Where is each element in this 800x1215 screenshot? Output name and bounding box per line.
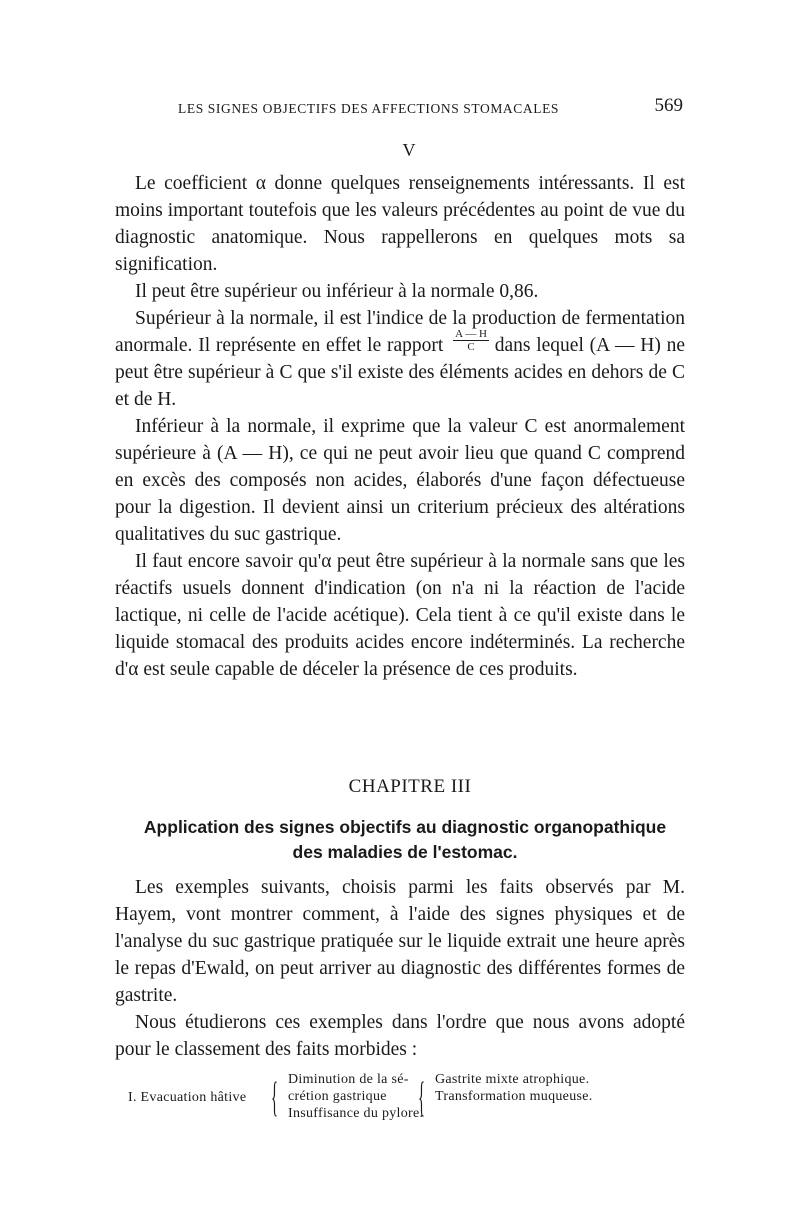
brace-glyph: {	[418, 1075, 426, 1121]
paragraph: Nous étudierons ces exemples dans l'ordre que nous avons adopté pour le classement des faits morbides :	[115, 1012, 685, 1060]
page-header	[178, 95, 683, 125]
chapter-heading-line: des maladies de l'estomac.	[292, 842, 518, 862]
fraction	[453, 328, 489, 353]
section-numeral: V	[402, 140, 416, 160]
paragraph: Inférieur à la normale, il exprime que la valeur C est anormalement supérieure à (A — H), ce qui ne peut avoir lieu que quand C comprend en excès des composés non acides, élaborés d'une façon défectueuse pour la digestion. Il devient ainsi un criterium précieux des altérations qualitatives du suc gastrique.	[115, 416, 685, 546]
paragraph-text: dans lequel (A — H) ne peut être supérieur à C que s'il existe des éléments acides en dehors de C et de H.	[115, 335, 686, 411]
classification-table	[128, 1071, 688, 1131]
brace-glyph: {	[271, 1075, 279, 1121]
paragraph: Les exemples suivants, choisis parmi les faits observés par M. Hayem, vont montrer comment, à l'aide des signes physiques et de l'analyse du suc gastrique pratiquée sur le liquide extrait une heure après le repas d'Ewald, on peut arriver au diagnostic des différentes formes de gastrite.	[115, 877, 685, 1006]
cause-line: crétion gastrique	[288, 1089, 387, 1104]
chapter-heading	[115, 815, 695, 865]
paragraph: Le coefficient α donne quelques renseignements intéressants. Il est moins important toutefois que les valeurs précédentes au point de vue du diagnostic anatomique. Nous rappellerons en quelques mots sa signification.	[115, 173, 685, 275]
classification-causes	[288, 1071, 426, 1122]
section-v-text	[115, 170, 685, 683]
fraction-numerator: A — H	[455, 328, 487, 341]
chapter-title: CHAPITRE III	[348, 776, 472, 797]
fraction-denominator: C	[467, 341, 475, 354]
cause-line: Diminution de la sé-	[288, 1072, 409, 1087]
paragraph: Il faut encore savoir qu'α peut être supérieur à la normale sans que les réactifs usuels donnent d'indication (on n'a ni la réaction de l'acide lactique, ni celle de l'acide acétique). Cela tient à ce qu'il existe dans le liquide stomacal des produits acides encore indéterminés. La recherche d'α est seule capable de déceler la présence de ces produits.	[115, 551, 685, 681]
running-head: LES SIGNES OBJECTIFS DES AFFECTIONS STOMACALES	[178, 101, 560, 116]
classification-item: I. Evacuation hâtive	[128, 1090, 247, 1105]
paragraph: Il peut être supérieur ou inférieur à la normale 0,86.	[135, 281, 539, 302]
cause-line: Insuffisance du pylore.	[288, 1106, 424, 1121]
chapter-intro-text	[115, 874, 685, 1063]
paragraph-text: Supérieur à la normale, il est l'indice de la production de fermentation anormale. Il représente en effet le rapport	[115, 308, 685, 356]
chapter-heading-line: Application des signes objectifs au diagnostic organopathique	[143, 817, 667, 837]
page-number: 569	[654, 95, 683, 116]
result-line: Transformation muqueuse.	[435, 1089, 593, 1104]
classification-results	[435, 1071, 593, 1105]
result-line: Gastrite mixte atrophique.	[435, 1072, 590, 1087]
paragraph-ratio	[115, 305, 685, 413]
